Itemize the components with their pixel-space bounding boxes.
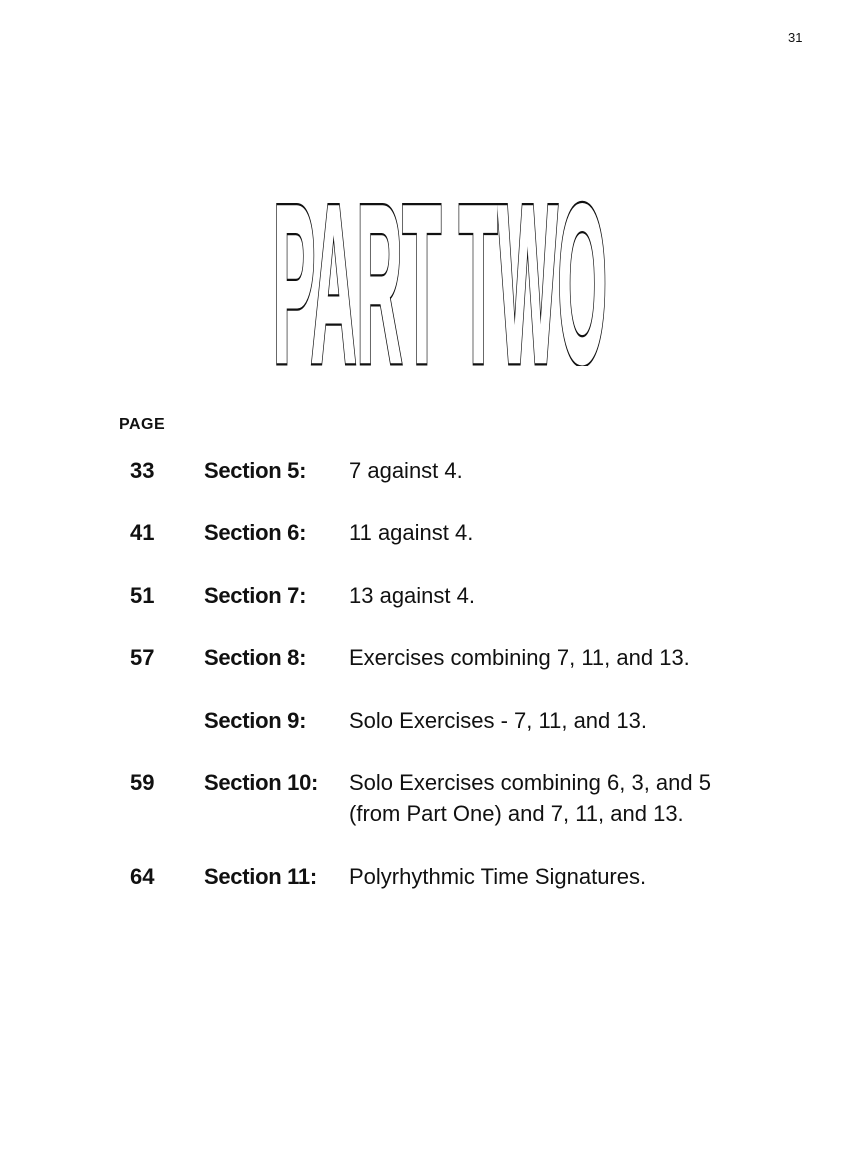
- part-title-outline: [270, 196, 610, 366]
- toc-section-label: Section 9:: [204, 708, 307, 733]
- toc-description: [349, 705, 809, 736]
- toc-section-label: Section 7:: [204, 583, 307, 608]
- page-number: 31: [788, 30, 803, 45]
- part-title-text: PART TWO: [273, 196, 607, 366]
- toc-page-number: 33: [130, 458, 155, 483]
- toc-description-line: Exercises combining 7, 11, and 13.: [349, 645, 690, 670]
- part-title: [270, 196, 610, 366]
- page-column-heading: PAGE: [119, 416, 166, 433]
- part-title-inner-line: PART TWO: [273, 196, 607, 366]
- toc-description-line: Polyrhythmic Time Signatures.: [349, 864, 647, 889]
- toc-section-label: Section 8:: [204, 645, 307, 670]
- toc-description-line: (from Part One) and 7, 11, and 13.: [349, 801, 684, 826]
- toc-description: [349, 861, 809, 892]
- toc-description-line: 11 against 4.: [349, 520, 474, 545]
- toc-page-number: 41: [130, 520, 155, 545]
- toc-description-line: Solo Exercises combining 6, 3, and 5: [349, 770, 711, 795]
- toc-page-number: 59: [130, 770, 155, 795]
- toc-description: [349, 580, 809, 611]
- toc-page-number: 64: [130, 864, 155, 889]
- toc-description: [349, 642, 809, 673]
- toc-description-line: 7 against 4.: [349, 458, 463, 483]
- toc-description-line: Solo Exercises - 7, 11, and 13.: [349, 708, 647, 733]
- toc-description: [349, 455, 809, 486]
- toc-section-label: Section 5:: [204, 458, 307, 483]
- toc-section-label: Section 6:: [204, 520, 307, 545]
- toc-section-label: Section 11:: [204, 864, 317, 889]
- toc-section-label: Section 10:: [204, 770, 319, 795]
- toc-description: [349, 767, 809, 829]
- toc-page-number: 57: [130, 645, 155, 670]
- toc-description-line: 13 against 4.: [349, 583, 475, 608]
- toc-page-number: 51: [130, 583, 155, 608]
- toc-description: [349, 517, 809, 548]
